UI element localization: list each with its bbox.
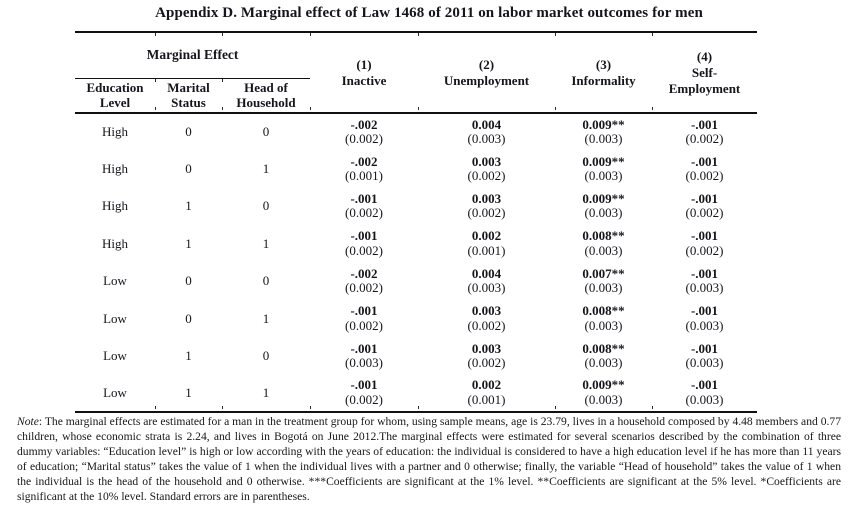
coefficient: -.002: [350, 116, 378, 132]
column-header-unemployment: [418, 32, 555, 113]
std-error: (0.002): [345, 317, 383, 333]
estimate-cell: [418, 337, 555, 374]
estimate-cell: [418, 113, 555, 150]
header-line: Head of: [244, 80, 288, 96]
coefficient: -.001: [690, 190, 719, 206]
coefficient: 0.009**: [582, 190, 625, 206]
column-header-informality: [555, 32, 652, 113]
estimate-cell: [418, 188, 555, 225]
table-row: [75, 337, 757, 374]
std-error: (0.003): [685, 391, 724, 407]
marital-status-cell: 0: [185, 124, 192, 140]
column-boundary-tick: [155, 406, 156, 409]
head-of-household-cell: 1: [262, 161, 270, 177]
std-error: (0.002): [345, 242, 383, 258]
estimate-cell: [418, 375, 555, 412]
marital-status-cell: 0: [185, 273, 192, 289]
marital-status-cell: 1: [185, 235, 192, 251]
coefficient: -.001: [350, 340, 378, 356]
column-label: Unemployment: [443, 72, 530, 88]
table-row: [75, 188, 757, 225]
head-of-household-cell: 0: [262, 348, 270, 364]
std-error: (0.003): [584, 317, 623, 333]
header-row-group: [75, 32, 757, 78]
table-row: [75, 113, 757, 150]
table-row: [75, 300, 757, 337]
estimate-cell: [555, 113, 652, 150]
coefficient: 0.003: [471, 303, 502, 319]
coefficient: -.001: [690, 153, 719, 169]
coefficient: 0.002: [471, 377, 502, 393]
std-error: (0.001): [467, 242, 506, 258]
estimate-cell: [555, 150, 652, 187]
std-error: (0.003): [584, 131, 623, 147]
header-line: Marital: [167, 80, 210, 96]
header-line: Household: [236, 95, 296, 111]
coefficient: 0.003: [471, 153, 502, 169]
note-label: Note: [17, 415, 39, 428]
estimate-cell: [418, 150, 555, 187]
std-error: (0.002): [345, 205, 383, 221]
column-number: (1): [356, 56, 372, 72]
education-level-cell: Low: [103, 310, 127, 326]
coefficient: 0.004: [471, 116, 502, 132]
std-error: (0.003): [345, 355, 383, 371]
std-error: (0.002): [345, 280, 383, 296]
column-header-marital-status: [155, 78, 222, 113]
std-error: (0.002): [685, 131, 724, 147]
coefficient: 0.009**: [582, 153, 625, 169]
estimate-cell: [652, 113, 757, 150]
column-boundary-tick: [155, 79, 156, 82]
marital-status-cell: 0: [185, 310, 192, 326]
estimate-cell: [652, 225, 757, 262]
column-label-line2: Employment: [668, 80, 741, 96]
marital-status-cell: 0: [185, 161, 192, 177]
column-header-self-employment: [652, 32, 757, 113]
estimate-cell: [652, 337, 757, 374]
coefficient: -.001: [690, 116, 719, 132]
std-error: (0.003): [584, 242, 623, 258]
education-level-cell: Low: [103, 348, 127, 364]
estimate-cell: [555, 300, 652, 337]
marital-status-cell: 1: [185, 348, 192, 364]
coefficient: 0.003: [471, 190, 502, 206]
column-boundary-tick: [555, 33, 556, 36]
coefficient: -.001: [350, 190, 378, 206]
estimate-cell: [652, 263, 757, 300]
coefficient: 0.007**: [582, 265, 625, 281]
estimate-cell: [310, 113, 418, 150]
education-level-cell: High: [102, 235, 128, 251]
column-boundary-tick: [222, 79, 223, 82]
column-boundary-tick: [222, 33, 223, 36]
estimate-cell: [652, 150, 757, 187]
std-error: (0.003): [467, 131, 506, 147]
table-row: [75, 150, 757, 187]
coefficient: -.002: [350, 265, 378, 281]
column-number: (4): [696, 48, 713, 64]
estimate-cell: [555, 375, 652, 412]
std-error: (0.003): [685, 280, 724, 296]
column-label: Informality: [571, 72, 636, 88]
header-line: Education: [86, 80, 144, 96]
std-error: (0.002): [345, 131, 383, 147]
estimate-cell: [310, 188, 418, 225]
coefficient: -.001: [690, 265, 719, 281]
coefficient: 0.009**: [582, 377, 625, 393]
estimate-cell: [418, 225, 555, 262]
column-boundary-tick: [310, 107, 311, 110]
std-error: (0.003): [685, 317, 724, 333]
std-error: (0.003): [584, 280, 623, 296]
column-boundary-tick: [222, 406, 223, 409]
std-error: (0.003): [584, 205, 623, 221]
column-boundary-tick: [155, 107, 156, 110]
column-boundary-tick: [222, 107, 223, 110]
head-of-household-cell: 1: [222, 375, 310, 412]
std-error: (0.002): [467, 168, 506, 184]
std-error: (0.003): [584, 168, 623, 184]
column-boundary-tick: [418, 107, 419, 110]
education-level-cell: Low: [103, 273, 127, 289]
estimate-cell: [310, 337, 418, 374]
marginal-effects-table: [75, 31, 757, 413]
coefficient: 0.004: [471, 265, 502, 281]
column-header-head-of-household: [222, 78, 310, 113]
estimate-cell: [418, 263, 555, 300]
estimate-cell: [652, 375, 757, 412]
column-boundary-tick: [418, 406, 419, 409]
column-boundary-tick: [555, 107, 556, 110]
column-boundary-tick: [652, 406, 653, 409]
std-error: (0.003): [584, 391, 623, 407]
column-header-inactive: [310, 32, 418, 113]
estimate-cell: [310, 300, 418, 337]
coefficient: -.001: [690, 303, 719, 319]
header-line: Status: [171, 95, 206, 111]
head-of-household-cell: 1: [262, 310, 270, 326]
estimate-cell: [418, 300, 555, 337]
std-error: (0.003): [685, 355, 724, 371]
marital-status-cell: 1: [185, 198, 192, 214]
column-boundary-tick: [555, 406, 556, 409]
column-boundary-tick: [652, 33, 653, 36]
page-title: Appendix D. Marginal effect of Law 1468 of 2011 on labor market outcomes for men: [155, 5, 703, 21]
coefficient: 0.009**: [582, 116, 625, 132]
std-error: (0.002): [467, 355, 506, 371]
table-note: [17, 414, 841, 504]
std-error: (0.002): [467, 317, 506, 333]
group-header-marginal-effect: Marginal Effect: [75, 32, 310, 78]
std-error: (0.002): [467, 205, 506, 221]
education-level-cell: High: [102, 124, 128, 140]
column-number: (2): [478, 56, 495, 72]
column-boundary-tick: [418, 33, 419, 36]
coefficient: 0.008**: [582, 303, 625, 319]
std-error: (0.003): [467, 280, 506, 296]
coefficient: -.002: [350, 153, 378, 169]
education-level-cell: High: [102, 198, 128, 214]
coefficient: 0.008**: [582, 340, 625, 356]
table-row: [75, 375, 757, 412]
coefficient: 0.002: [471, 228, 502, 244]
coefficient: -.001: [690, 228, 719, 244]
education-level-cell: Low: [75, 375, 155, 412]
estimate-cell: [555, 188, 652, 225]
head-of-household-cell: 0: [262, 124, 270, 140]
estimate-cell: [555, 263, 652, 300]
std-error: (0.002): [685, 242, 724, 258]
coefficient: -.001: [350, 303, 378, 319]
column-boundary-tick: [310, 406, 311, 409]
estimate-cell: [555, 337, 652, 374]
column-number: (3): [595, 56, 612, 72]
std-error: (0.001): [467, 391, 506, 407]
estimate-cell: [310, 263, 418, 300]
note-text: : The marginal effects are estimated for a man in the treatment group for whom, using sample means, age is 23.79, lives in a household composed by 4.48 members and 0.77 children, whose economic strata is 2.24, and lives in Bogotá on June 2012.The marginal effects were estimated for several scenarios described by the combination of three dummy variables: “Education level” is high or low according with the years of education: the individual is considered to have a high education level if he has more than 11 years of education; “Marital status” takes the value of 1 when the individual lives with a partner and 0 otherwise; finally, the variable “Head of household” takes the value of 1 when the individual is the head of the household and 0 otherwise. ***Coefficients are significant at the 1% level. **Coefficients are significant at the 5% level. *Coefficients are significant at the 10% level. Standard errors are in parentheses.: [17, 415, 841, 503]
column-boundary-tick: [155, 33, 156, 36]
coefficient: -.001: [350, 228, 378, 244]
marital-status-cell: 1: [155, 375, 222, 412]
std-error: (0.002): [685, 205, 724, 221]
column-label: Self-: [691, 64, 718, 80]
education-level-cell: High: [102, 161, 128, 177]
std-error: (0.003): [584, 355, 623, 371]
coefficient: 0.008**: [582, 228, 625, 244]
head-of-household-cell: 0: [262, 198, 270, 214]
column-header-education-level: [75, 78, 155, 113]
std-error: (0.002): [685, 168, 724, 184]
table-row: [75, 263, 757, 300]
header-line: Level: [99, 95, 131, 111]
estimate-cell: [652, 300, 757, 337]
column-label: Inactive: [341, 72, 387, 88]
coefficient: -.001: [350, 377, 378, 393]
column-boundary-tick: [652, 107, 653, 110]
coefficient: -.001: [690, 340, 719, 356]
coefficient: 0.003: [471, 340, 502, 356]
estimate-cell: [310, 150, 418, 187]
head-of-household-cell: 1: [262, 235, 270, 251]
std-error: (0.002): [345, 391, 383, 407]
table-row: [75, 225, 757, 262]
estimate-cell: [310, 225, 418, 262]
estimate-cell: [310, 375, 418, 412]
std-error: (0.001): [345, 168, 383, 184]
head-of-household-cell: 0: [262, 273, 270, 289]
estimate-cell: [652, 188, 757, 225]
results-table: [75, 31, 757, 413]
coefficient: -.001: [690, 377, 719, 393]
column-boundary-tick: [310, 33, 311, 36]
estimate-cell: [555, 225, 652, 262]
